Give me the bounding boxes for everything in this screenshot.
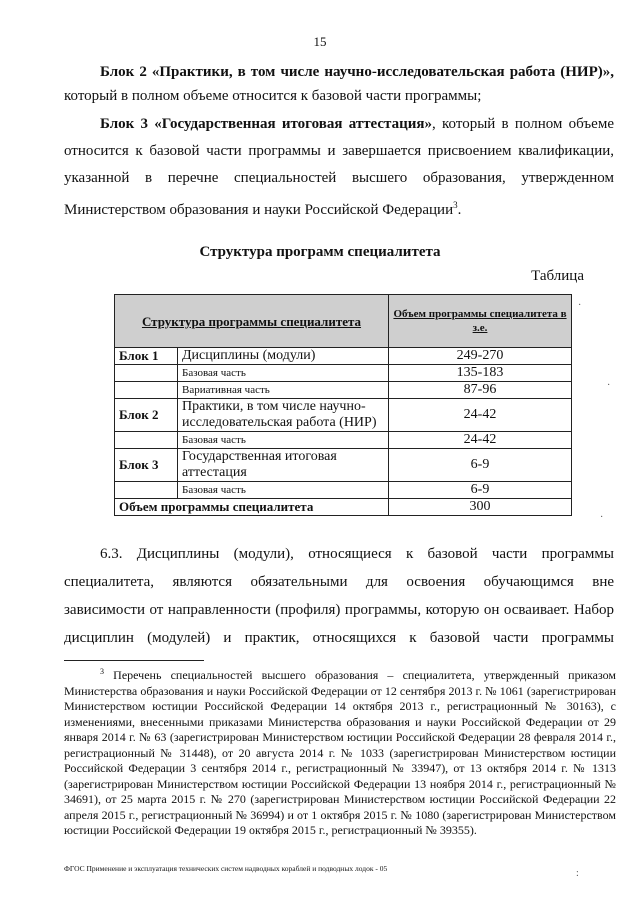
value-cell: 249-270: [389, 348, 572, 365]
scan-dot: :: [576, 868, 579, 879]
block-cell: [115, 382, 178, 399]
block3-line1: Блок 3 «Государственная итоговая аттестация», который в полном объеме: [100, 116, 614, 132]
value-cell: 6-9: [389, 482, 572, 499]
scan-dot: ·: [578, 300, 582, 311]
footnote-marker: 3: [100, 667, 104, 676]
p63-line1: 6.3. Дисциплины (модули), относящиеся к базовой части программы: [100, 546, 614, 562]
table-row: [115, 449, 572, 482]
block-cell: Блок 1: [115, 348, 178, 365]
scan-dot: ·: [600, 512, 604, 523]
paragraph-6-3: [64, 540, 614, 652]
name-cell: Базовая часть: [178, 365, 389, 382]
table-total-row: [115, 499, 572, 516]
table-row: [115, 348, 572, 365]
block-cell: [115, 432, 178, 449]
table-row: [115, 482, 572, 499]
footnote-text: Перечень специальностей высшего образования – специалитета, утвержденный приказом Министерства образования и науки Российской Федерации от 12 сентября 2013 г. № 1061 (зарегистрирован Министерством юстиции Российской Федерации 14 октября 2013 г., регистрационный № 30163), с изменениями, внесенными приказами Министерства образования и науки Российской Федерации от 29 января 2014 г. № 63 (зарегистрирован Министерством юстиции Российской Федерации 28 февраля 2014 г., регистрационный № 31448), от 20 августа 2014 г. № 1033 (зарегистрирован Министерством юстиции Российской Федерации 3 сентября 2014 г., регистрационный № 33947), от 13 октября 2014 г. № 1313 (зарегистрирован Министерством юстиции Российской Федерации 13 ноября 2014 г., регистрационный № 34691), от 25 марта 2015 г. № 270 (зарегистрирован Министерством юстиции Российской Федерации 22 апреля 2015 г., регистрационный № 36994) и от 1 октября 2015 г. № 1080 (зарегистрирован Министерством юстиции Российской Федерации 19 октября 2015 г., регистрационный № 39355).: [64, 668, 616, 837]
header-structure: Структура программы специалитета: [115, 295, 389, 348]
block3-line4: Министерством образования и науки Российской Федерации$^3$.: [64, 200, 462, 218]
p63-line3: зависимости от направленности (профиля) программы, которую он осваивает. Набор: [64, 602, 614, 618]
block2-line1: Блок 2 «Практики, в том числе научно-исследовательская работа (НИР)»,: [100, 64, 614, 80]
block3-paragraph: [64, 112, 614, 222]
structure-table: [114, 294, 572, 516]
block-cell: [115, 482, 178, 499]
name-cell: Государственная итоговая аттестация: [178, 449, 389, 482]
value-cell: 6-9: [389, 449, 572, 482]
table-row: [115, 432, 572, 449]
name-cell: Дисциплины (модули): [178, 348, 389, 365]
page-number: 15: [313, 34, 327, 49]
name-cell: Вариативная часть: [178, 382, 389, 399]
name-cell: Практики, в том числе научно-исследовательская работа (НИР): [178, 399, 389, 432]
name-cell: Базовая часть: [178, 482, 389, 499]
name-cell: Базовая часть: [178, 432, 389, 449]
section-heading: Структура программ специалитета: [199, 244, 441, 260]
block3-line3: указанной в перечне специальностей высшего образования, утвержденном: [64, 170, 614, 186]
footer-standard-note: ФГОС Применение и эксплуатация технических систем надводных кораблей и подводных лодок - 05: [64, 864, 388, 873]
block-cell: [115, 365, 178, 382]
table-header-row: [115, 295, 572, 348]
value-cell: 87-96: [389, 382, 572, 399]
block-cell: Блок 3: [115, 449, 178, 482]
value-cell: 24-42: [389, 432, 572, 449]
header-volume: Объем программы специалитета в з.е.: [389, 295, 572, 348]
footnote: [64, 664, 616, 839]
table-label: Таблица: [531, 268, 584, 284]
value-cell: 135-183: [389, 365, 572, 382]
total-label: Объем программы специалитета: [115, 499, 389, 516]
total-value: 300: [389, 499, 572, 516]
scan-dot: ·: [607, 380, 611, 391]
block2-line2: который в полном объеме относится к базовой части программы;: [64, 88, 482, 104]
p63-line4: дисциплин (модулей) и практик, относящихся к базовой части программы: [64, 630, 614, 646]
table-row: [115, 382, 572, 399]
block-cell: Блок 2: [115, 399, 178, 432]
block3-line2: относится к базовой части программы и завершается присвоением квалификации,: [64, 143, 614, 159]
table-row: [115, 365, 572, 382]
footnote-divider: [64, 660, 204, 661]
p63-line2: специалитета, являются обязательными для освоения обучающимся вне: [64, 574, 614, 590]
value-cell: 24-42: [389, 399, 572, 432]
table-row: [115, 399, 572, 432]
block2-paragraph: [64, 60, 614, 108]
